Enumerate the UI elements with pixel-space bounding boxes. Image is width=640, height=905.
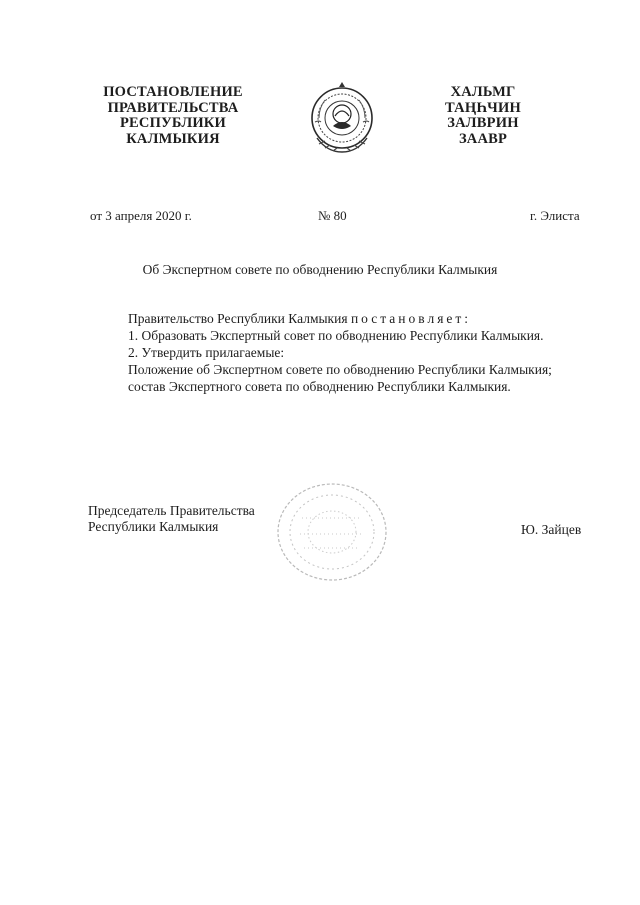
header-right-line: ЗААВР xyxy=(458,130,508,147)
header-left xyxy=(88,85,258,147)
header-right-line: ЗАЛВРИН xyxy=(447,115,519,131)
intro-prefix: Правительство Республики Калмыкия xyxy=(128,311,351,326)
header-left-line: КАЛМЫКИЯ xyxy=(126,130,220,147)
document-city: г. Элиста xyxy=(530,208,580,223)
document-date: от 3 апреля 2020 г. xyxy=(90,208,192,223)
position-line-1: Председатель Правительства xyxy=(88,503,255,518)
signatory-position xyxy=(88,503,255,535)
intro-decree-word: постановляет: xyxy=(350,311,472,326)
document-number: № 80 xyxy=(318,208,347,223)
official-seal-icon xyxy=(272,478,392,586)
signatory-name: Ю. Зайцев xyxy=(521,522,582,537)
header-left-line: РЕСПУБЛИКИ xyxy=(119,115,227,131)
item-2-a: Положение об Экспертном совете по обводнению Республики Калмыкия; xyxy=(128,362,552,377)
position-line-2: Республики Калмыкия xyxy=(88,519,219,534)
header-right xyxy=(428,85,538,147)
intro-paragraph xyxy=(90,310,590,327)
item-2: 2. Утвердить прилагаемые: xyxy=(128,345,285,360)
document-body xyxy=(90,310,590,395)
item-2-b: состав Экспертного совета по обводнению Республики Калмыкия. xyxy=(128,379,511,394)
item-1: 1. Образовать Экспертный совет по обводнению Республики Калмыкия. xyxy=(128,328,544,343)
header-right-line: ТАҢҺЧИН xyxy=(445,99,521,116)
header-right-line: ХАЛЬМГ xyxy=(450,84,516,100)
document-title: Об Экспертном совете по обводнению Республики Калмыкия xyxy=(142,262,498,277)
header-left-line: ПОСТАНОВЛЕНИЕ xyxy=(103,84,243,100)
header-left-line: ПРАВИТЕЛЬСТВА xyxy=(107,99,239,116)
kalmykia-emblem-icon xyxy=(305,78,379,160)
